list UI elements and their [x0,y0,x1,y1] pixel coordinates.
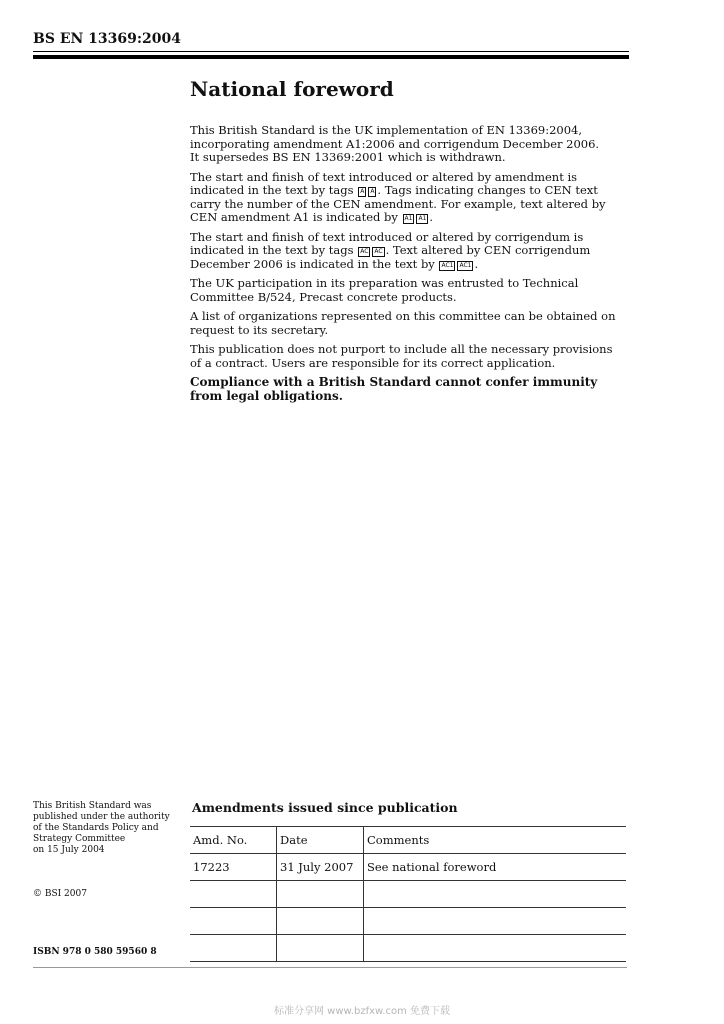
standard-number: BS EN 13369:2004 [33,31,181,47]
cell-amd-no [190,908,277,935]
text-line: on 15 July 2004 [33,845,105,855]
header-rule-thick [33,55,629,59]
text-line: of the Standards Policy and [33,823,159,833]
watermark: 标准分享网 www.bzfxw.com 免费下载 [274,1006,450,1017]
amendments-title: Amendments issued since publication [192,800,458,815]
text-span: The start and finish of text introduced or altered by corrigendum is indicated in the text by tags [190,229,584,257]
paragraph-corrigendum-tags [190,231,627,272]
cell-date [277,908,364,935]
column-header-comments: Comments [364,827,627,854]
paragraph-organizations: A list of organizations represented on this committee can be obtained on request to its secretary. [190,309,616,337]
foreword-body [190,124,627,409]
text-line: Strategy Committee [33,834,126,844]
paragraph-disclaimer: This publication does not purport to include all the necessary provisions of a contract. Users are responsible for its correct application. [190,342,613,370]
table-row [190,854,626,881]
cell-amd-no [190,935,277,962]
cell-date [277,881,364,908]
text-span: . Text altered by CEN corrigendum December 2006 is indicated in the text by [190,243,591,271]
paragraph-compliance: Compliance with a British Standard cannot confer immunity from legal obligations. [190,375,598,403]
isbn: ISBN 978 0 580 59560 8 [33,947,157,957]
table-row [190,908,626,935]
text-line: This British Standard is the UK implementation of EN 13369:2004, [190,123,582,137]
column-header-amd-no: Amd. No. [190,827,277,854]
amendment-start-tag-icon: A [360,188,365,195]
cell-comments: See national foreword [364,854,627,881]
text-span: . Tags indicating changes to CEN text carry the number of the CEN amendment. For example, text altered by CEN amendment A1 is indicated by [190,183,606,224]
footer-rule [33,967,627,968]
ac1-start-tag-icon: AC1 [441,261,454,269]
text-span: . [474,256,479,271]
cell-amd-no [190,881,277,908]
a1-end-tag-icon: A1 [418,215,427,222]
cell-comments [364,881,627,908]
column-header-date: Date [277,827,364,854]
page-title: National foreword [190,77,394,101]
cell-comments [364,935,627,962]
cell-amd-no: 17223 [190,854,277,881]
paragraph-committee: The UK participation in its preparation was entrusted to Technical Committee B/524, Precast concrete products. [190,276,579,304]
text-line: published under the authority [33,812,170,822]
paragraph-amendment-tags [190,171,627,225]
cell-date: 31 July 2007 [277,854,364,881]
paragraph-implementation [190,124,627,165]
copyright: © BSI 2007 [33,889,87,899]
ac-start-tag-icon: AC [360,248,369,255]
a1-start-tag-icon: A1 [404,215,413,222]
text-line: incorporating amendment A1:2006 and corrigendum December 2006. [190,136,600,151]
cell-comments [364,908,627,935]
ac1-end-tag-icon: AC1 [459,261,472,269]
table-header-row [190,827,626,854]
publication-authority [33,801,178,856]
table-row [190,881,626,908]
cell-date [277,935,364,962]
text-span: The start and finish of text introduced or altered by amendment is indicated in the text by tags [190,169,578,197]
text-span: . [429,210,434,224]
table-row [190,935,626,962]
amendments-table [190,826,626,962]
ac-end-tag-icon: AC [374,248,383,255]
text-line: This British Standard was [33,801,152,811]
text-line: It supersedes BS EN 13369:2001 which is withdrawn. [190,150,506,164]
amendment-end-tag-icon: A [370,188,375,195]
header-rule-thin [33,51,629,52]
